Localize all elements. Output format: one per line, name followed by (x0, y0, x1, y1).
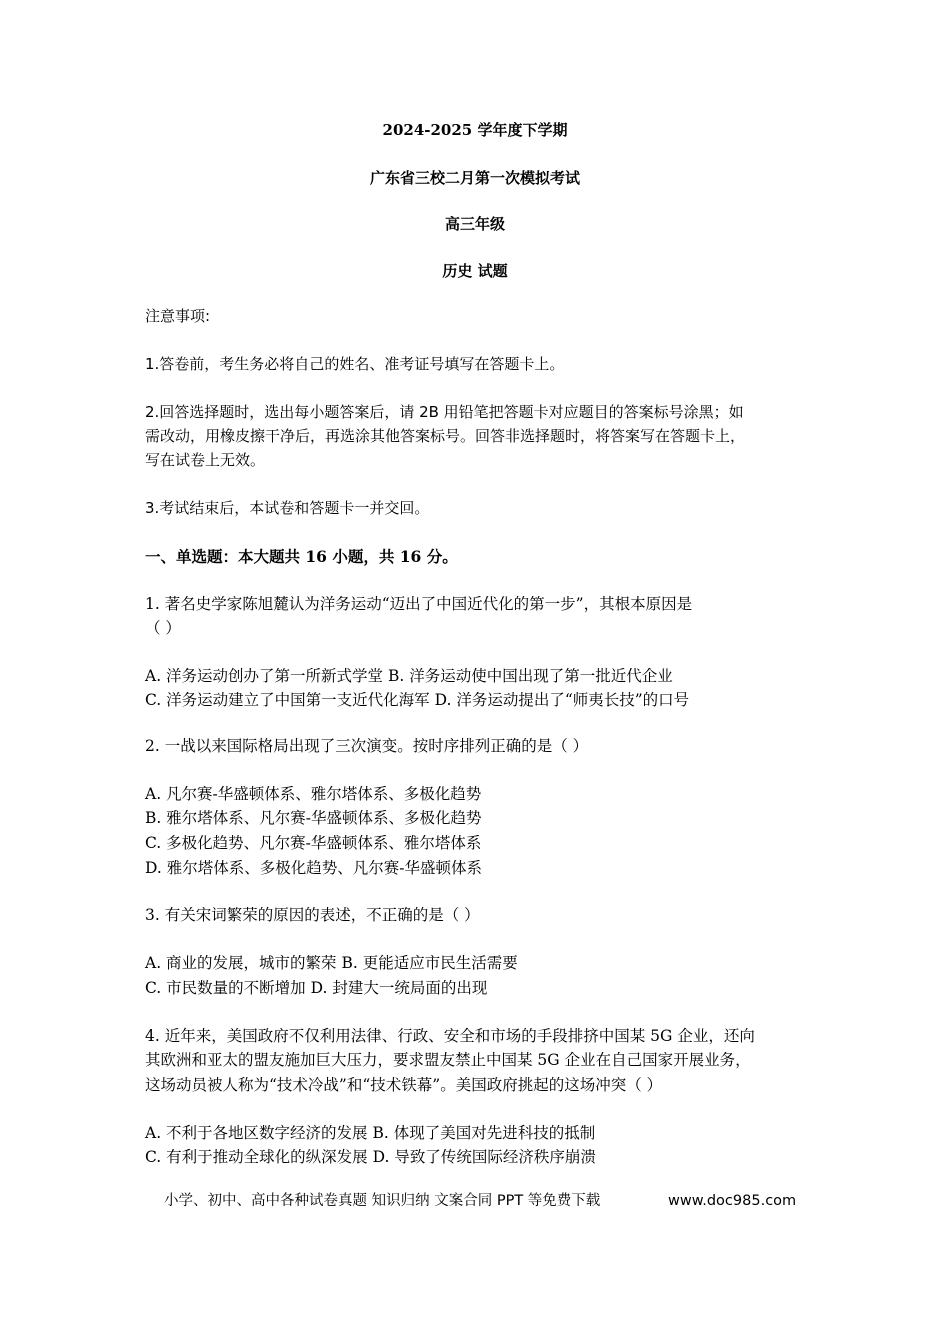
note-item-1: 1.答卷前，考生务必将自己的姓名、准考证号填写在答题卡上。 (145, 355, 565, 373)
question-4-options-line-1: A. 不利于各地区数字经济的发展 B. 体现了美国对先进科技的抵制 (145, 1124, 596, 1142)
question-1-stem-line-1: 1. 著名史学家陈旭麓认为洋务运动“迈出了中国近代化的第一步”，其根本原因是 (145, 595, 693, 613)
question-1-options-line-2: C. 洋务运动建立了中国第一支近代化海军 D. 洋务运动提出了“师夷长技”的口号 (145, 691, 690, 709)
question-2-option-d: D. 雅尔塔体系、多极化趋势、凡尔赛-华盛顿体系 (145, 859, 482, 877)
subject-title: 历史 试题 (442, 262, 508, 280)
question-4-stem-line-2: 其欧洲和亚太的盟友施加巨大压力，要求盟友禁止中国某 5G 企业在自己国家开展业务， (145, 1051, 751, 1069)
grade-title: 高三年级 (444, 215, 505, 233)
question-3-stem: 3. 有关宋词繁荣的原因的表述，不正确的是（ ） (145, 906, 480, 924)
question-1-options-line-1: A. 洋务运动创办了第一所新式学堂 B. 洋务运动使中国出现了第一批近代企业 (145, 667, 673, 685)
question-3-options-line-1: A. 商业的发展，城市的繁荣 B. 更能适应市民生活需要 (145, 954, 518, 972)
question-4-stem-line-1: 4. 近年来，美国政府不仅利用法律、行政、安全和市场的手段排挤中国某 5G 企业，还向 (145, 1027, 755, 1045)
question-2-option-b: B. 雅尔塔体系、凡尔赛-华盛顿体系、多极化趋势 (145, 809, 482, 827)
question-3-options-line-2: C. 市民数量的不断增加 D. 封建大一统局面的出现 (145, 979, 488, 997)
question-2-option-c: C. 多极化趋势、凡尔赛-华盛顿体系、雅尔塔体系 (145, 834, 482, 852)
exam-year-title: 2024-2025 学年度下学期 (382, 121, 568, 139)
question-1-stem-line-2: （ ） (145, 619, 181, 637)
notes-heading: 注意事项: (145, 307, 211, 325)
question-4-stem-line-3: 这场动员被人称为“技术冷战”和“技术铁幕”。美国政府挑起的这场冲突（ ） (145, 1076, 663, 1094)
footer-website-link[interactable]: www.doc985.com (668, 1193, 797, 1209)
exam-name-title: 广东省三校二月第一次模拟考试 (369, 169, 580, 187)
note-item-2-line-1: 2.回答选择题时，选出每小题答案后，请 2B 用铅笔把答题卡对应题目的答案标号涂黑；如 (145, 403, 744, 421)
question-4-options-line-2: C. 有利于推动全球化的纵深发展 D. 导致了传统国际经济秩序崩溃 (145, 1148, 596, 1166)
question-2-option-a: A. 凡尔赛-华盛顿体系、雅尔塔体系、多极化趋势 (145, 785, 482, 803)
footer-promo-text: 小学、初中、高中各种试卷真题 知识归纳 文案合同 PPT 等免费下载 (164, 1193, 601, 1209)
note-item-2-line-3: 写在试卷上无效。 (145, 451, 266, 469)
question-2-stem: 2. 一战以来国际格局出现了三次演变。按时序排列正确的是（ ） (145, 737, 589, 755)
note-item-3: 3.考试结束后，本试卷和答题卡一并交回。 (145, 499, 430, 517)
section-title: 一、单选题：本大题共 16 小题，共 16 分。 (145, 547, 458, 566)
note-item-2-line-2: 需改动，用橡皮擦干净后，再选涂其他答案标号。回答非选择题时，将答案写在答题卡上， (145, 427, 746, 445)
